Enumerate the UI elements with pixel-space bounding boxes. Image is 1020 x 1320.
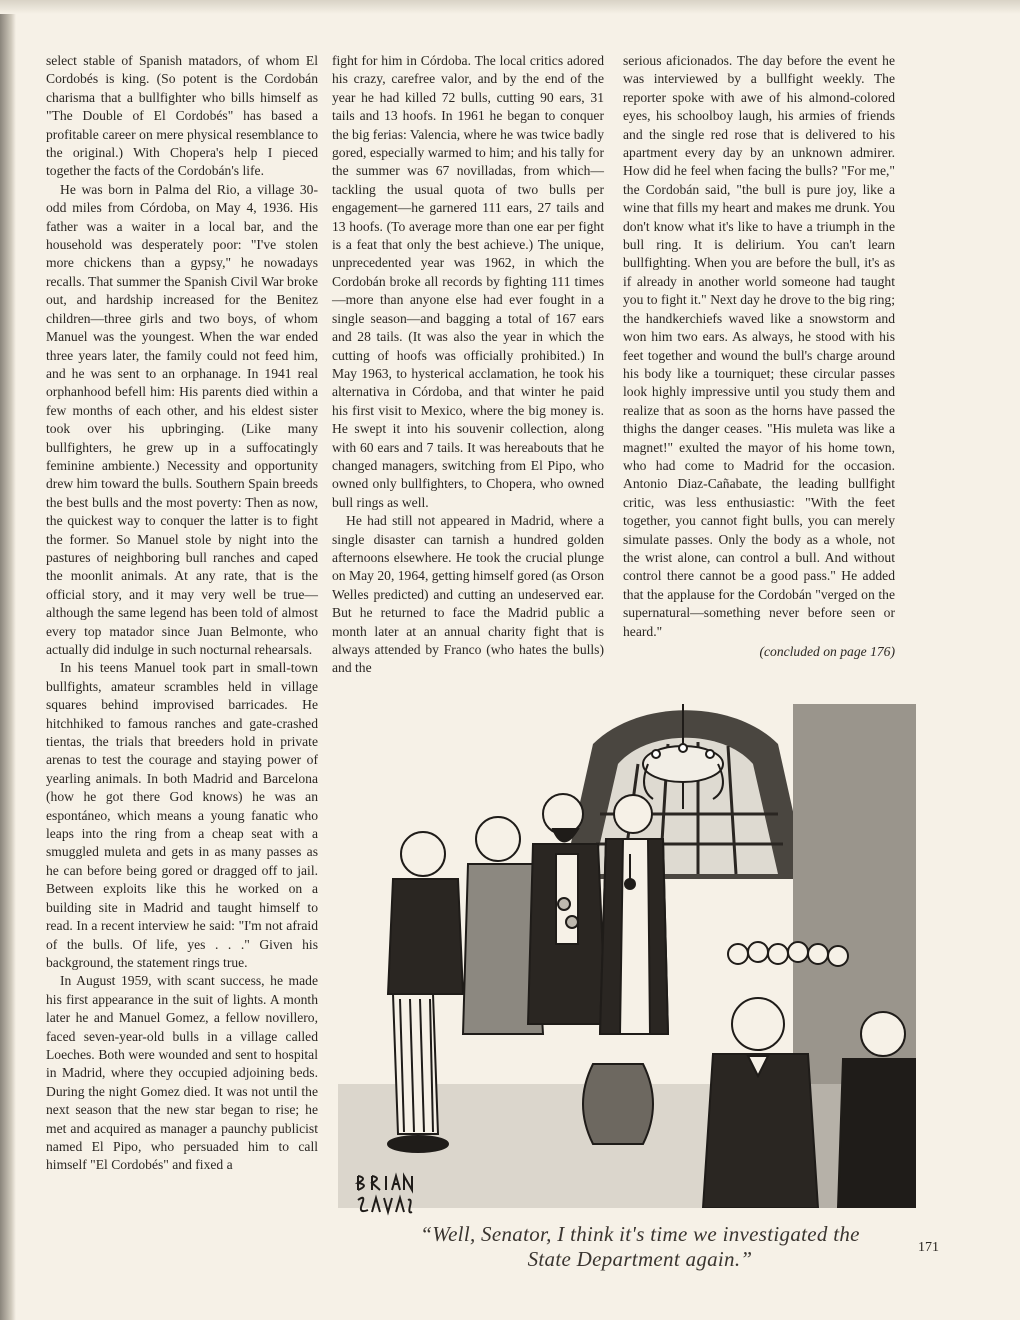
column3-paragraph: serious aficionados. The day before the event he was interviewed by a bullfight weekly. The reporter spoke with awe of his almond-colored eyes, his schoolboy laugh, his armies of friends and the single red rose that is delivered to his apartment every day by an unknown admirer. How did he feel when facing the bulls? "For me," the Cordobán said, "the bull is pure joy, like a wine that fills my heart and makes me drunk. You don't know what it's like to have a triumph in the bull ring. It is delirium. You can't learn bullfighting. When you are before the bull, it's as if already in another world someone had taught you to fight it." Next day he drove to the big ring; the handkerchiefs waved like a snowstorm and won him two ears. As always, he stood with his feet together and wound the bull's charge around his body like a tourniquet; these circular passes look highly impressive until you study them and realize that as soon as the horns have passed the thighs the danger ceases. "His muleta was like a magnet!" exulted the mayor of his home town, who had come to Madrid for the occasion. Antonio Diaz-Cañabate, the leading bullfight critic, was less enthusiastic: "With the feet together, you cannot fight bulls, you can merely simulate passes. Only the body as a whole, not the wrist alone, can control a bull. And without control there cannot be a good pass." He added that the applause for the Cordobán "verged on the supernatural—something never before seen or heard." — [623, 53, 895, 639]
column1-paragraph: He was born in Palma del Rio, a village 30-odd miles from Córdoba, on May 4, 1936. His father was a waiter in a local bar, and the household was desperately poor: "I've stolen more chickens than a gypsy," he nowadays recalls. That summer the Spanish Civil War broke out, and hardship increased for the Benitez children—three girls and two boys, of whom Manuel was the youngest. When the war ended three years later, the family could not feed him, and he was sent to an orphanage. In 1941 real orphanhood befell him: His parents died within a few months of each other, and his eldest sister took over his upbringing. (Like many bullfighters, he grew up in a suffocatingly feminine ambiente.) Necessity and opportunity drew him toward the bulls. Southern Spain breeds the best bulls and the most poverty: Then as now, the quickest way to conquer the latter is to fight the former. So Manuel stole by night into the pastures of neighboring bull ranches and caped the moonlit animals. At any rate, that is the official story, and it may very well be true—although the same legend has been told of almost every top matador since Juan Belmonte, who actually did indulge in such nocturnal rehearsals. — [46, 181, 318, 657]
column1-paragraph: In his teens Manuel took part in small-town bullfights, amateur scrambles held in village squares behind improvised barricades. He hitchhiked to famous ranches and gate-crashed tientas, the trials that breeders hold in private arenas to test the courage and staying power of yearling animals. In both Madrid and Barcelona (how he got there God knows) he was an espontáneo, which means a young fanatic who leaps into the ring from a cheap seat with a smuggled muleta and gets in as many passes as he can before being gored or dragged off to jail. Between exploits like this he worked on a building site in Madrid and taught himself to read. In a recent interview he said: "I'm not afraid of the bulls. Of life, yes . . ." Given his background, the statement rings true. — [46, 660, 318, 970]
artist-signature — [354, 1170, 414, 1216]
text-column-3 — [623, 52, 895, 724]
column2-paragraph: He had still not appeared in Madrid, where a single disaster can tarnish a hundred golden afternoons elsewhere. He took the crucial plunge on May 20, 1964, getting himself gored (as Orson Welles predicted) and cutting an undeserved ear. But he returned to face the Madrid public a month later at an annual charity fight that is always attended by Franco (who hates the bulls) and the — [332, 513, 604, 676]
continued-note: (concluded on page 176) — [759, 644, 895, 659]
page-binding-shadow — [0, 0, 16, 1320]
column1-paragraph: In August 1959, with scant success, he made his first appearance in the suit of lights. A month later he and Manuel Gomez, a fellow novillero, faced seven-year-old bulls in a village called Loeches. Both were wounded and sent to hospital in Madrid, where they occupied adjoining beds. During the night Gomez died. It was not until the next season that the new star began to rise; he met and acquired as manager a paunchy publicist named El Pipo, who persuaded him to call himself "El Cordobés" and fixed a — [46, 973, 318, 1173]
cartoon-caption: “Well, Senator, I think it's time we investigated the State Department again.” — [420, 1222, 860, 1271]
page-top-edge — [0, 0, 1020, 14]
column1-paragraph: select stable of Spanish matadors, of whom El Cordobés is king. (So potent is the Cordobán charisma that a bullfighter who bills himself as "The Double of El Cordobés" has based a profitable career on mere physical resemblance to the original.) With Chopera's help I pieced together the facts of the Cordobán's life. — [46, 53, 318, 179]
text-column-1 — [46, 52, 318, 1270]
text-column-2 — [332, 52, 604, 676]
cartoon-illustration — [338, 704, 916, 1208]
column2-paragraph: fight for him in Córdoba. The local critics adored his crazy, carefree valor, and by the end of the year he had killed 72 bulls, cutting 90 ears, 31 tails and 13 hoofs. In 1961 he began to conquer the big ferias: Valencia, where he was twice badly gored, especially warmed to him; and his tally for the summer was 67 novilladas, from which—tackling the usual quota of two bulls per engagement—he garnered 111 ears, 27 tails and 13 hoofs. (To average more than one ear per fight is a feat that only the best achieve.) The unique, unprecedented year was 1962, in which the Cordobán broke all records by fighting 111 times—more than anyone else had ever fought in a single season—and bagging a total of 167 ears and 28 tails. (It was also the year in which the cutting of hoofs was officially prohibited.) In May 1963, to hysterical acclamation, he took his alternativa in Córdoba, and that winter he paid his first visit to Mexico, where the big money is. He swept it into his souvenir collection, along with 60 ears and 7 tails. It was hereabouts that he changed managers, switching from El Pipo, who owned only bullfighters, to Chopera, who owned bull rings as well. — [332, 53, 604, 510]
vase — [583, 1064, 653, 1144]
page-number: 171 — [918, 1240, 939, 1255]
